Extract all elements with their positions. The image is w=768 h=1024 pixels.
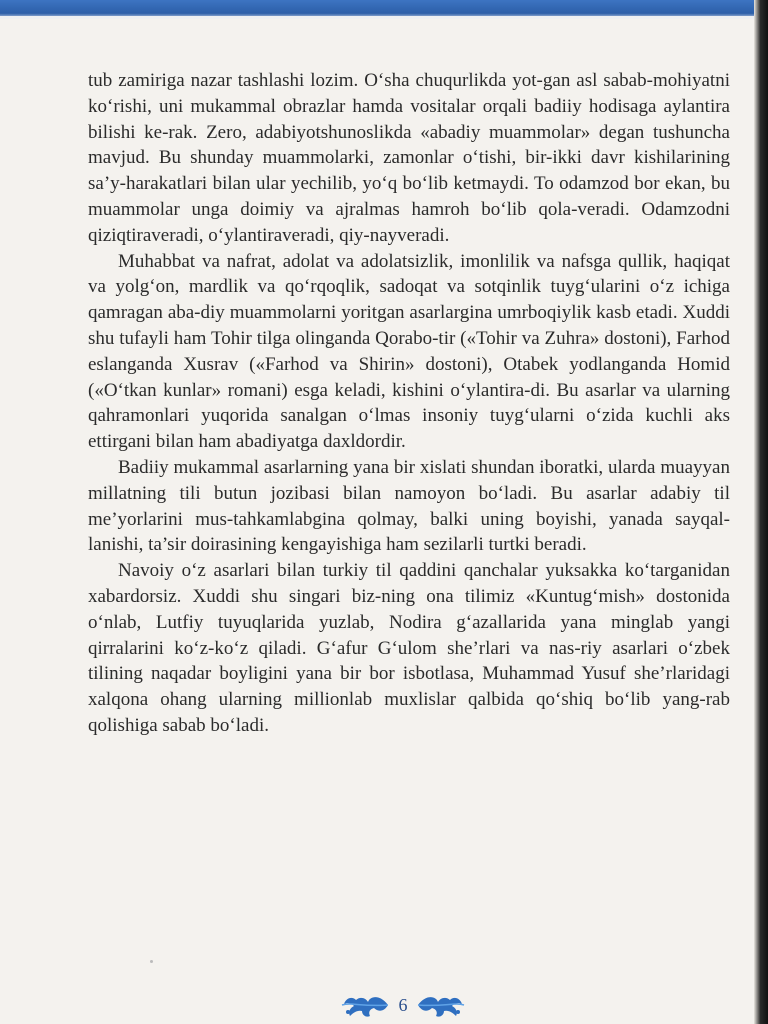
top-color-band xyxy=(0,0,768,19)
body-text xyxy=(88,68,730,739)
paragraph-4: Navoiy o‘z asarlari bilan turkiy til qaddini qanchalar yuksakka ko‘targanidan xabardorsiz. Xuddi shu singari biz-ning ona tilimiz «Kuntug‘mish» dostonida o‘nlab, Lutfiy tuyuqlarida yuzlab, Nodira g‘azallarida yana minglab yangi qirralarini ko‘z-ko‘z qiladi. G‘afur G‘ulom she’rlari va nas-riy asarlari o‘zbek tilining naqadar boyligini yana bir bor isbotlasa, Muhammad Yusuf she’rlaridagi xalqona ohang ularning millionlab muxlislar qalbida qo‘shiq bo‘lib yang-rab qolishiga sabab bo‘ladi. xyxy=(88,560,730,736)
page-footer xyxy=(340,990,466,1020)
floral-ornament-icon xyxy=(340,990,390,1020)
paragraph-2: Muhabbat va nafrat, adolat va adolatsizlik, imonlilik va nafsga qullik, haqiqat va yolg‘on, mardlik va qo‘rqoqlik, sadoqat va sotqinlik tuyg‘ularini o‘z ichiga qamragan aba-diy muammolarni yoritgan asarlargina umrboqiylik kasb etadi. Xuddi shu tufayli ham Tohir tilga olinganda Qorabo-tir («Tohir va Zuhra» dostoni), Farhod eslanganda Xusrav («Farhod va Shirin» dostoni), Otabek yodlanganda Homid («O‘tkan kunlar» romani) esga keladi, kishini o‘ylantira-di. Bu asarlar va ularning qahramonlari yuqorida sanalgan o‘lmas insoniy tuyg‘ularni o‘zida kuchli aks ettirgani bilan ham abadiyatga daxldordir. xyxy=(88,250,730,453)
paragraph-3: Badiiy mukammal asarlarning yana bir xislati shundan iboratki, ularda muayyan millatning tili butun jozibasi bilan namoyon bo‘ladi. Bu asarlar adabiy til me’yorlarini mus-tahkamlabgina qolmay, balki uning boyishi, yanada sayqal-lanishi, ta’sir doirasining kengayishiga ham sezilarli turtki beradi. xyxy=(88,456,730,556)
page-binding-edge xyxy=(754,0,768,1024)
page-number: 6 xyxy=(398,995,408,1015)
stray-mark xyxy=(150,960,153,963)
paragraph-1: tub zamiriga nazar tashlashi lozim. O‘sha chuqurlikda yot-gan asl sabab-mohiyatni ko‘rishi, uni mukammal obrazlar hamda vositalar orqali badiiy hodisaga aylantira bilishi ke-rak. Zero, adabiyotshunoslikda «abadiy muammolar» degan tushuncha mavjud. Bu shunday muammolarki, zamonlar o‘tishi, bir-ikki davr kishilarining sa’y-harakatlari bilan ular yechilib, yo‘q bo‘lib ketmaydi. To odamzod bor ekan, bu muammolar unga doimiy va ajralmas hamroh bo‘lib qola-veradi. Odamzodni qiziqtiraveradi, o‘ylantiraveradi, qiy-nayveradi. xyxy=(88,70,730,246)
floral-ornament-icon xyxy=(416,990,466,1020)
